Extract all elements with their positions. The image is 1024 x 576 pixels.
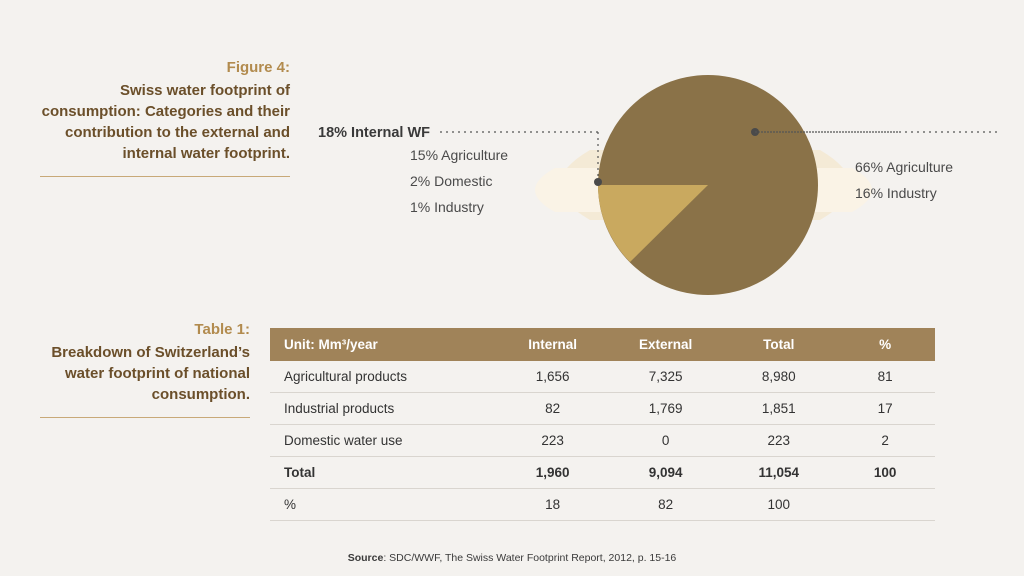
left-wing-inner-shape bbox=[535, 168, 600, 212]
table-label: Table 1: bbox=[194, 321, 250, 338]
cell-label: Domestic water use bbox=[270, 425, 496, 457]
cell-internal: 82 bbox=[496, 393, 609, 425]
table-body bbox=[270, 361, 935, 521]
cell-percent bbox=[835, 489, 935, 521]
cell-total: 8,980 bbox=[722, 361, 835, 393]
figure-label: Figure 4: bbox=[226, 59, 290, 76]
cell-external: 0 bbox=[609, 425, 722, 457]
cell-label: Industrial products bbox=[270, 393, 496, 425]
external-item-0: 66% Agriculture bbox=[855, 159, 954, 175]
table-row-total bbox=[270, 457, 935, 489]
cell-total: 223 bbox=[722, 425, 835, 457]
cell-external: 82 bbox=[609, 489, 722, 521]
table-caption-divider bbox=[40, 417, 250, 418]
cell-label: % bbox=[270, 489, 496, 521]
cell-total: 11,054 bbox=[722, 457, 835, 489]
cell-total: 1,851 bbox=[722, 393, 835, 425]
external-item-1: 16% Industry bbox=[855, 185, 937, 201]
cell-internal: 1,656 bbox=[496, 361, 609, 393]
col-header-total: Total bbox=[722, 328, 835, 361]
source-note bbox=[0, 552, 1024, 564]
col-header-percent: % bbox=[835, 328, 935, 361]
cell-percent: 100 bbox=[835, 457, 935, 489]
cell-internal: 223 bbox=[496, 425, 609, 457]
water-footprint-pie-diagram bbox=[300, 40, 1000, 300]
table-caption-text: Breakdown of Switzerland’s water footprint of national consumption. bbox=[51, 344, 250, 403]
cell-percent: 81 bbox=[835, 361, 935, 393]
internal-item-0: 15% Agriculture bbox=[410, 147, 509, 163]
table-row bbox=[270, 361, 935, 393]
table-header-row bbox=[270, 328, 935, 361]
water-footprint-table bbox=[270, 328, 935, 521]
col-header-external: External bbox=[609, 328, 722, 361]
figure-caption-text: Swiss water footprint of consumption: Categories and their contribution to the external and internal water footprint. bbox=[41, 82, 290, 162]
cell-internal: 18 bbox=[496, 489, 609, 521]
cell-label: Agricultural products bbox=[270, 361, 496, 393]
internal-wf-heading: 18% Internal WF bbox=[318, 125, 430, 141]
internal-item-1: 2% Domestic bbox=[410, 173, 493, 189]
source-text: : SDC/WWF, The Swiss Water Footprint Report, 2012, p. 15-16 bbox=[383, 552, 677, 564]
table-row-percent bbox=[270, 489, 935, 521]
cell-total: 100 bbox=[722, 489, 835, 521]
cell-percent: 17 bbox=[835, 393, 935, 425]
table-caption bbox=[40, 320, 250, 418]
cell-external: 9,094 bbox=[609, 457, 722, 489]
internal-marker-dot bbox=[594, 178, 602, 186]
col-header-internal: Internal bbox=[496, 328, 609, 361]
cell-label: Total bbox=[270, 457, 496, 489]
cell-external: 1,769 bbox=[609, 393, 722, 425]
table-row bbox=[270, 393, 935, 425]
figure-caption-divider bbox=[40, 176, 290, 177]
col-header-unit: Unit: Mm³/year bbox=[270, 328, 496, 361]
cell-percent: 2 bbox=[835, 425, 935, 457]
cell-external: 7,325 bbox=[609, 361, 722, 393]
table-header bbox=[270, 328, 935, 361]
figure-caption bbox=[40, 58, 290, 177]
internal-item-2: 1% Industry bbox=[410, 199, 484, 215]
source-label: Source bbox=[347, 552, 384, 564]
table-row bbox=[270, 425, 935, 457]
cell-internal: 1,960 bbox=[496, 457, 609, 489]
